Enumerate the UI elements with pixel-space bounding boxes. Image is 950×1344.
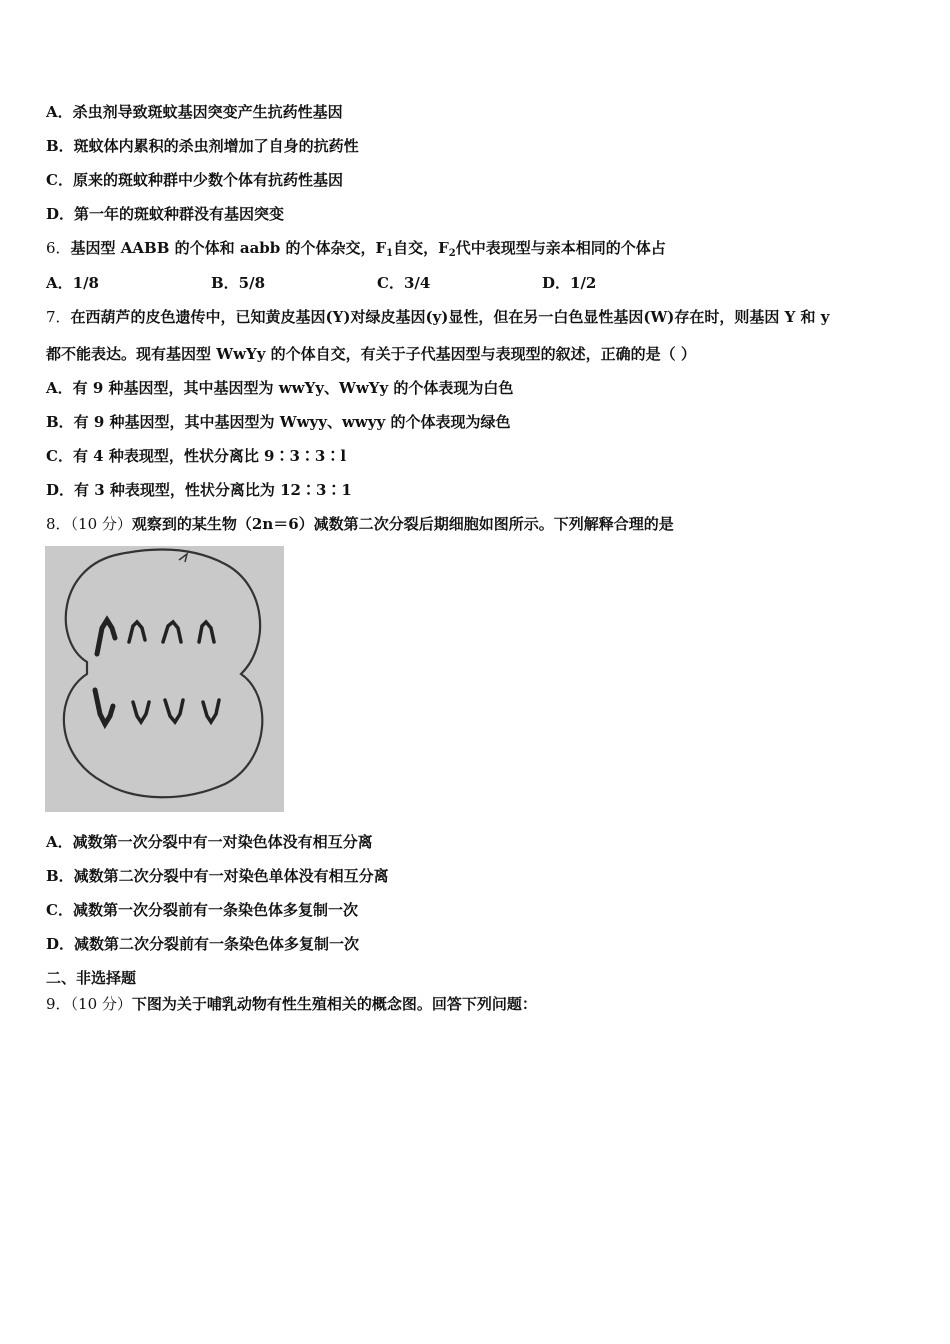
q7-option-c: C．有 4 种表现型，性状分离比 9∶3∶3∶l <box>46 447 347 465</box>
q8-option-b: B．减数第二次分裂中有一对染色单体没有相互分离 <box>46 867 389 885</box>
q7-number: 7． <box>46 308 71 326</box>
q9-score: （10 分） <box>70 995 132 1013</box>
q6-text-c: 代中表现型与亲本相同的个体占 <box>455 239 666 257</box>
q7-option-b: B．有 9 种基因型，其中基因型为 Wwyy、wwyy 的个体表现为绿色 <box>46 413 511 431</box>
q8-stem <box>46 514 674 534</box>
q8-number: 8． <box>46 515 71 533</box>
q9-stem <box>46 994 537 1014</box>
q6-text-b: 自交，F <box>393 239 449 257</box>
membrane-mark <box>179 554 187 562</box>
q6-option-d: D．1/2 <box>542 274 597 292</box>
chromosome-upper-4 <box>199 622 214 642</box>
q6-option-a: A．1/8 <box>46 274 99 292</box>
q5-option-d: D．第一年的斑蚊种群没有基因突变 <box>46 205 285 223</box>
q6-sub-2: 2 <box>448 248 456 259</box>
chromosome-upper-3 <box>163 622 181 642</box>
chromosome-lower-4 <box>203 700 219 722</box>
upper-chromosomes <box>97 620 214 654</box>
q6-option-b: B．5/8 <box>211 274 266 292</box>
q7-option-d: D．有 3 种表现型，性状分离比为 12∶3∶1 <box>46 481 352 499</box>
q8-text: 观察到的某生物（2n＝6）减数第二次分裂后期细胞如图所示。下列解释合理的是 <box>131 515 674 533</box>
cell-diagram <box>45 546 284 812</box>
section-title: 二、非选择题 <box>46 969 137 987</box>
q6-stem <box>46 238 666 258</box>
q8-option-a: A．减数第一次分裂中有一对染色体没有相互分离 <box>46 833 373 851</box>
q8-option-c: C．减数第一次分裂前有一条染色体多复制一次 <box>46 901 358 919</box>
chromosome-upper-1 <box>97 620 115 654</box>
chromosome-lower-1 <box>95 690 113 724</box>
q6-text-a: 基因型 AABB 的个体和 aabb 的个体杂交，F <box>70 239 387 257</box>
q6-option-c: C．3/4 <box>377 274 431 292</box>
q9-text: 下图为关于哺乳动物有性生殖相关的概念图。回答下列问题： <box>131 995 537 1013</box>
q5-option-a: A．杀虫剂导致斑蚊基因突变产生抗药性基因 <box>46 103 343 121</box>
q6-sub-1: 1 <box>386 248 394 259</box>
q5-option-b: B．斑蚊体内累积的杀虫剂增加了自身的抗药性 <box>46 137 359 155</box>
q7-option-a: A．有 9 种基因型，其中基因型为 wwYy、WwYy 的个体表现为白色 <box>46 379 514 397</box>
q7-line1-text: 在西葫芦的皮色遗传中，已知黄皮基因(Y)对绿皮基因(y)显性，但在另一白色显性基因(W)存在时，则基因 Y 和 y <box>70 308 830 326</box>
lower-chromosomes <box>95 690 219 724</box>
chromosome-lower-2 <box>133 702 149 722</box>
q6-number: 6． <box>46 239 71 257</box>
cell-division-figure <box>45 546 284 812</box>
chromosome-lower-3 <box>165 700 183 722</box>
cell-membrane <box>64 549 262 797</box>
q9-number: 9． <box>46 995 71 1013</box>
chromosome-upper-2 <box>129 622 145 642</box>
q7-stem-line1 <box>46 307 830 327</box>
q8-score: （10 分） <box>70 515 132 533</box>
q8-option-d: D．减数第二次分裂前有一条染色体多复制一次 <box>46 935 360 953</box>
q7-stem-line2: 都不能表达。现有基因型 WwYy 的个体自交，有关于子代基因型与表现型的叙述，正确的是（ ） <box>46 345 696 363</box>
q5-option-c: C．原来的斑蚊种群中少数个体有抗药性基因 <box>46 171 343 189</box>
